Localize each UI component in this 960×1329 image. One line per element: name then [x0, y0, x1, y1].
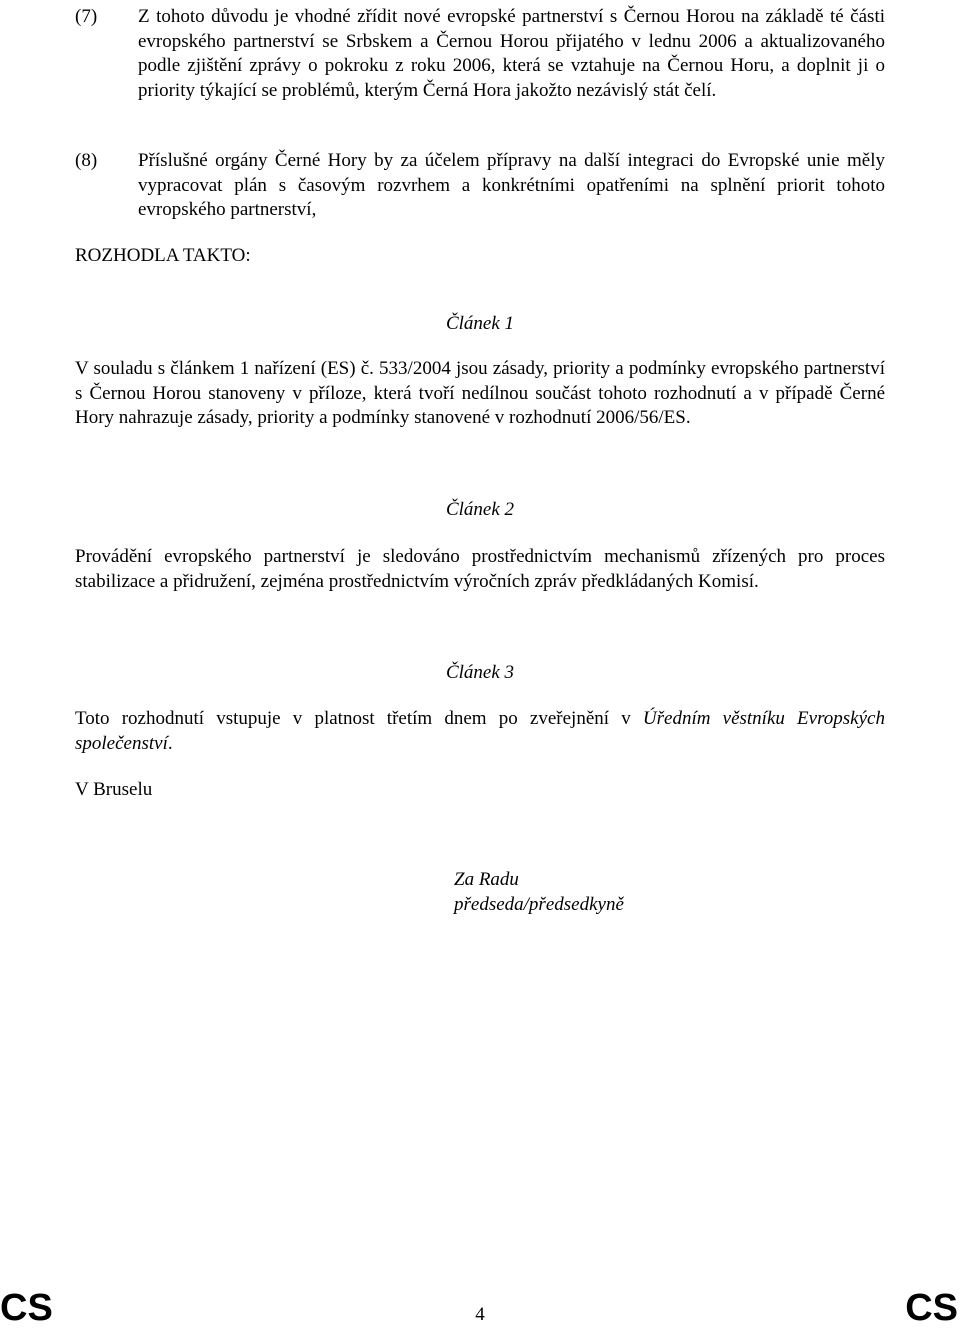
recital-number: (7) — [75, 6, 98, 27]
article-2-text: Provádění evropského partnerství je sledováno prostřednictvím mechanismů zřízených pro proces stabilizace a přidružení, zejména prostřednictvím výročních zpráv předkládaných Komisí. — [75, 546, 885, 592]
article-3-text — [75, 707, 885, 756]
footer-language-code-right: CS — [905, 1287, 958, 1329]
recital-7 — [75, 5, 885, 103]
footer-language-code-left: CS — [0, 1287, 53, 1329]
recital-text: Příslušné orgány Černé Hory by za účelem přípravy na další integraci do Evropské unie měly vypracovat plán s časovým rozvrhem a konkrétními opatřeními na splnění priorit tohoto evropského partnerství, — [138, 150, 885, 221]
footer-page-number: 4 — [475, 1304, 485, 1325]
decision-line: ROZHODLA TAKTO: — [75, 245, 251, 266]
article-3-text-start: Toto rozhodnutí vstupuje v platnost třetím dnem po zveřejnění v — [75, 708, 643, 729]
signature-line-2: předseda/předsedkyně — [454, 894, 624, 915]
article-3-heading: Článek 3 — [445, 662, 515, 683]
article-1-heading: Článek 1 — [445, 313, 515, 334]
place-line: V Bruselu — [75, 779, 153, 800]
recital-number: (8) — [75, 150, 98, 171]
article-2-heading: Článek 2 — [445, 499, 515, 520]
recital-text: Z tohoto důvodu je vhodné zřídit nové evropské partnerství s Černou Horou na základě té části evropského partnerství se Srbskem a Černou Horou přijatého v lednu 2006 a aktualizovaného podle zjištění zprávy o pokroku z roku 2006, která se vztahuje na Černou Horu, a doplnit ji o priority týkající se problémů, kterým Černá Hora jakožto nezávislý stát čelí. — [138, 6, 885, 101]
article-1-text: V souladu s článkem 1 nařízení (ES) č. 533/2004 jsou zásady, priority a podmínky evropského partnerství s Černou Horou stanoveny v příloze, která tvoří nedílnou součást tohoto rozhodnutí a v případě Černé Hory nahrazuje zásady, priority a podmínky stanovené v rozhodnutí 2006/56/ES. — [75, 358, 885, 429]
signature-line-1: Za Radu — [454, 869, 519, 890]
official-journal-title: Úředním věstníku Evropských společenství — [75, 708, 885, 754]
recital-8 — [75, 149, 885, 223]
article-3-text-end: . — [167, 732, 173, 754]
